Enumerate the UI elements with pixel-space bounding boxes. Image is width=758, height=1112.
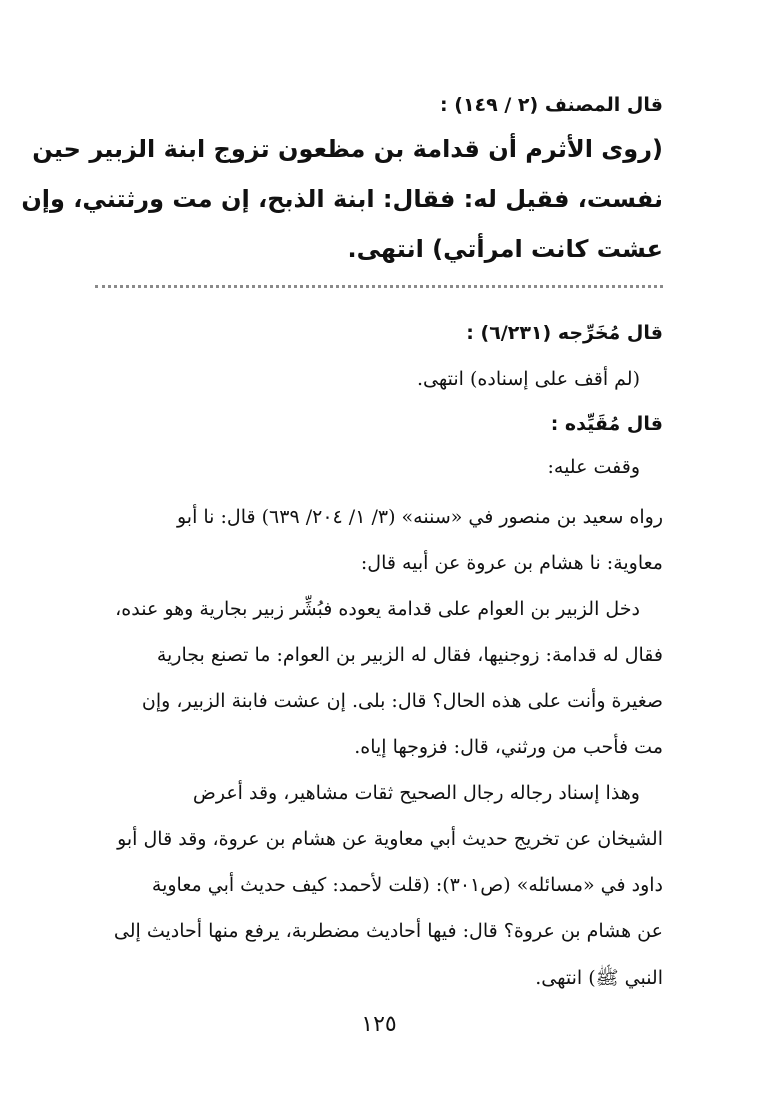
body-line: الشيخان عن تخريج حديث أبي معاوية عن هشام بن عروة، وقد قال أبو	[117, 828, 663, 850]
body-line: معاوية: نا هشام بن عروة عن أبيه قال:	[360, 552, 663, 574]
body-line: مت فأحب من ورثني، قال: فزوجها إياه.	[354, 736, 663, 758]
quote-line: (روى الأثرم أن قدامة بن مظعون تزوج ابنة الزبير حين	[32, 135, 663, 163]
muqayyid-heading: قال مُقَيِّده :	[550, 413, 663, 435]
body-line: فقال له قدامة: زوجنيها، فقال له الزبير بن العوام: ما تصنع بجارية	[156, 644, 663, 666]
quote-line: نفست، فقيل له: فقال: ابنة الذبح، إن مت ورثتني، وإن	[21, 185, 663, 213]
mukharrij-heading: قال مُخَرِّجه (٦/٢٣١) :	[466, 322, 663, 344]
body-line: النبي ﷺ) انتهى.	[535, 967, 663, 989]
author-heading: قال المصنف (٢ / ١٤٩) :	[440, 94, 663, 116]
section-divider	[95, 285, 663, 288]
body-line: صغيرة وأنت على هذه الحال؟ قال: بلى. إن عشت فابنة الزبير، وإن	[141, 690, 663, 712]
body-line: عن هشام بن عروة؟ قال: فيها أحاديث مضطربة، يرفع منها أحاديث إلى	[113, 920, 663, 942]
body-line: داود في «مسائله» (ص٣٠١): (قلت لأحمد: كيف حديث أبي معاوية	[151, 874, 663, 896]
body-line: دخل الزبير بن العوام على قدامة يعوده فبُشِّر زبير بجارية وهو عنده،	[115, 598, 640, 620]
page-number: ١٢٥	[361, 1012, 397, 1037]
mukharrij-text: (لم أقف على إسناده) انتهى.	[417, 368, 640, 390]
body-line: وهذا إسناد رجاله رجال الصحيح ثقات مشاهير، وقد أعرض	[192, 782, 640, 804]
body-line: وقفت عليه:	[547, 456, 640, 478]
body-line: رواه سعيد بن منصور في «سننه» (٣/ ١/ ٢٠٤/ ٦٣٩) قال: نا أبو	[176, 506, 663, 528]
quote-line: عشت كانت امرأتي) انتهى.	[347, 235, 663, 263]
